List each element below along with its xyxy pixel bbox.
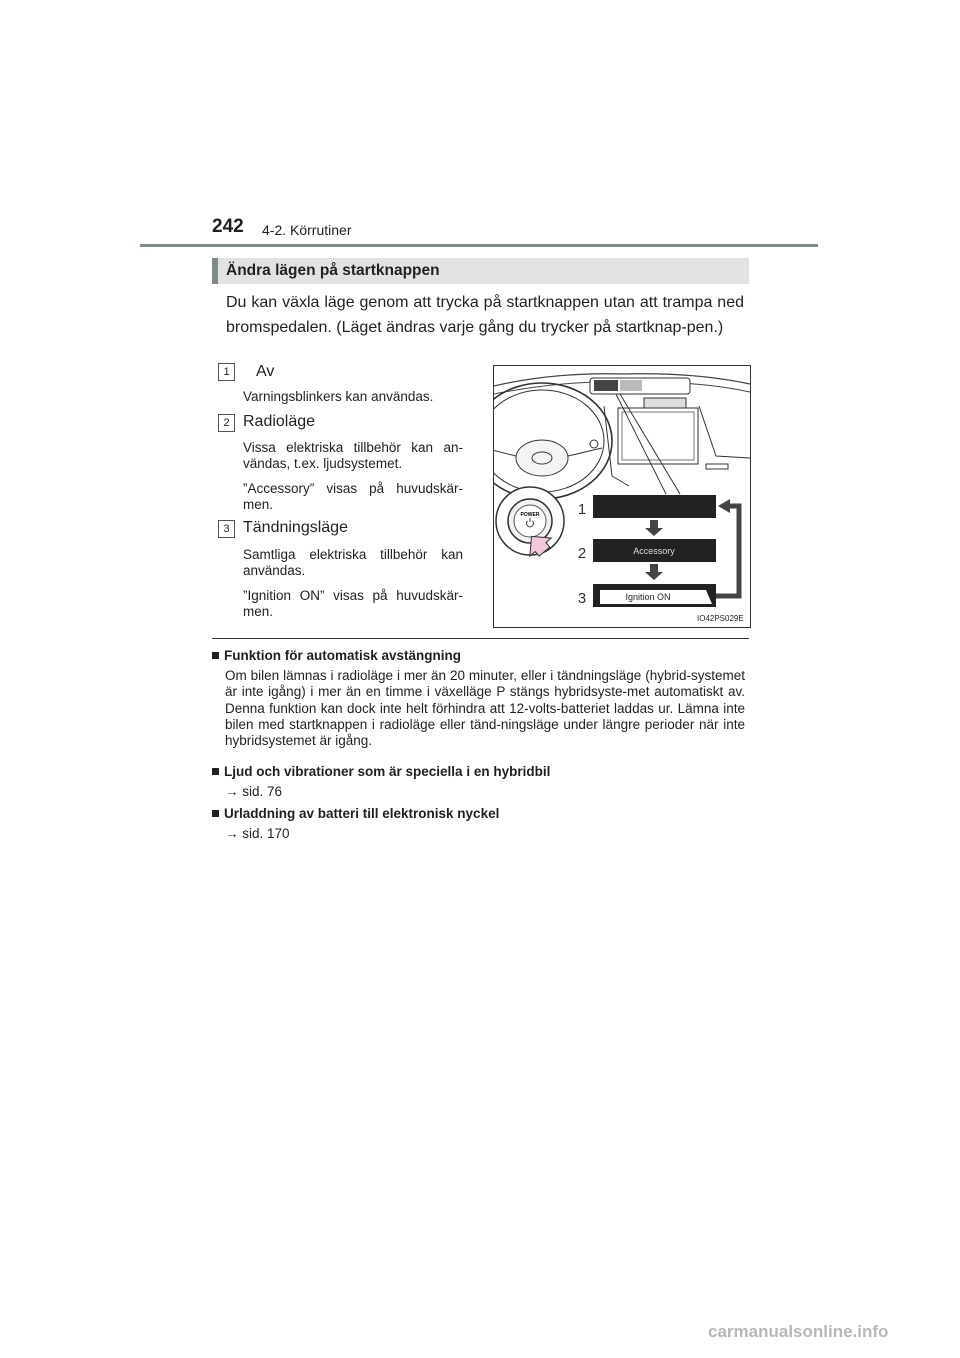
mode-number-3: 3 [218,520,235,538]
ignition-on-label: Ignition ON [625,592,671,602]
watermark: carmanualsonline.info [708,1322,889,1341]
mode-1-desc: Varningsblinkers kan användas. [243,389,434,404]
power-button-label: POWER [520,512,540,518]
mode-2-name: Radioläge [243,413,316,430]
dashboard-illustration [493,365,751,628]
chapter-title: 4-2. Körrutiner [262,222,352,238]
note-3-ref[interactable]: → sid. 170 [225,826,290,841]
mode-3-name: Tändningsläge [243,519,348,536]
accessory-label: Accessory [633,546,675,556]
bullet-square-icon [212,652,219,659]
note-2-title-text: Ljud och vibrationer som är speciella i en hybridbil [224,764,551,779]
mode-number-2: 2 [218,414,235,432]
note-3-title [212,806,499,821]
note-2-ref[interactable]: → sid. 76 [225,784,283,799]
section-divider [212,638,749,639]
dashboard-drawing [494,366,750,627]
note-1-text: Om bilen lämnas i radioläge i mer än 20 minuter, eller i tändningsläge (hybrid-systemet är inte igång) i mer än en timme i växelläge P stängs hybridsyste-met automatiskt av. Denna funktion kan dock inte helt förhindra att 12-volts-batteriet laddas ur. Lämna inte bilen med startknappen i radioläge eller tänd-ningsläge under längre perioder när inte hybridsystemet är igång. [225,668,745,749]
note-1-title [212,648,461,663]
figure-code: IO42PS029E [697,614,744,623]
step-number-2: 2 [577,545,587,562]
mode-3-desc-1: Samtliga elektriska tillbehör kan användas. [243,547,463,578]
intro-paragraph: Du kan växla läge genom att trycka på startknappen utan att trampa ned bromspedalen. (Läget ändras varje gång du trycker på startknap-pen.) [226,294,744,336]
page-number: 242 [212,216,244,237]
section-title: Ändra lägen på startknappen [226,262,440,279]
step-number-1: 1 [577,501,587,518]
note-2-title [212,764,550,779]
step-number-3: 3 [577,590,587,607]
note-1-title-text: Funktion för automatisk avstängning [224,648,462,663]
section-accent [212,258,218,284]
header-rule [140,244,818,247]
note-3-title-text: Urladdning av batteri till elektronisk nyckel [224,806,500,821]
bullet-square-icon [212,810,219,817]
mode-1-name: Av [256,363,275,380]
mode-2-desc-2: ”Accessory” visas på huvudskär-men. [243,481,463,512]
mode-number-1: 1 [218,363,235,381]
bullet-square-icon [212,768,219,775]
mode-3-desc-2: ”Ignition ON” visas på huvudskär-men. [243,588,463,619]
mode-2-desc-1: Vissa elektriska tillbehör kan an-vändas, t.ex. ljudsystemet. [243,440,463,471]
section-heading-bar [212,258,749,284]
